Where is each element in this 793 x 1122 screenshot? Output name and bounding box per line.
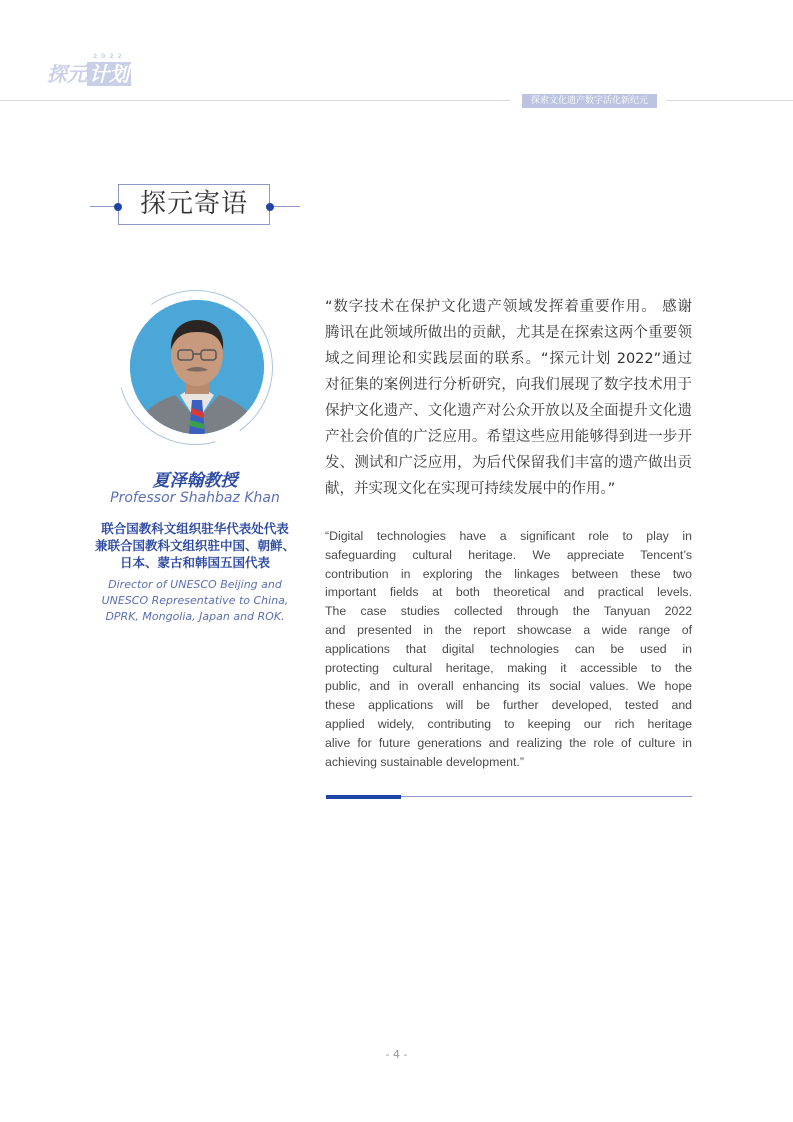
- quote-en-line: public, and in overall enhancing its social values. We hope: [325, 679, 692, 694]
- quote-en-line: “Digital technologies have a significant role to play in: [325, 529, 692, 543]
- role-cn-line: 联合国教科文组织驻华代表处代表: [101, 521, 289, 536]
- quote-en-line: important fields at both theoretical and practical levels.: [325, 585, 692, 600]
- quote-cn-line: 发、测试和广泛应用，为后代保留我们丰富的遗产做出贡: [325, 455, 692, 471]
- quote-cn-line: 产社会价值的广泛应用。希望这些应用能够得到进一步开: [325, 429, 692, 445]
- quote-en-line: safeguarding cultural heritage. We appreciate Tencent’s: [325, 547, 692, 562]
- quote-chinese: [325, 294, 692, 502]
- speaker-name-en: Professor Shahbaz Khan: [110, 490, 280, 506]
- quote-en-line: achieving sustainable development.”: [325, 754, 524, 769]
- quote-cn-line: “数字技术在保护文化遗产领域发挥着重要作用。 感谢: [325, 299, 692, 315]
- speaker-role-en: [80, 577, 310, 625]
- speaker-name-cn: 夏泽翰教授: [152, 471, 238, 491]
- quote-en-line: and presented in the report showcase a wide range of: [325, 622, 692, 637]
- logo-text-part1: 探元: [47, 62, 87, 86]
- quote-end-accent-bar: [326, 795, 401, 799]
- quote-en-line: contribution in exploring the linkages between these two: [325, 566, 692, 581]
- role-en-line: Director of UNESCO Beijing and: [108, 578, 282, 591]
- role-en-line: UNESCO Representative to China,: [101, 594, 289, 607]
- tanyuan-logo: [47, 58, 131, 87]
- header-divider-right: [666, 100, 793, 101]
- logo-text-part2: 计划: [89, 62, 129, 86]
- quote-cn-line: 献，并实现文化在实现可持续发展中的作用。”: [325, 481, 616, 497]
- quote-cn-line: 对征集的案例进行分析研究，向我们展现了数字技术用于: [325, 377, 692, 393]
- role-en-line: DPRK, Mongolia, Japan and ROK.: [105, 610, 285, 623]
- quote-cn-line: 保护文化遗产、文化遗产对公众开放以及全面提升文化遗: [325, 403, 692, 419]
- header-divider-left: [0, 100, 510, 101]
- role-cn-line: 兼联合国教科文组织驻中国、朝鲜、: [94, 538, 295, 553]
- quote-en-line: applied widely, contributing to keeping our rich heritage: [325, 716, 692, 731]
- quote-en-line: these applications will be further developed, tested and: [325, 698, 692, 713]
- quote-en-line: alive for future generations and realizing the role of culture in: [325, 735, 692, 750]
- section-title: 探元寄语: [139, 189, 248, 219]
- quote-en-line: protecting cultural heritage, making it accessible to the: [325, 660, 692, 675]
- quote-cn-line: 域之间理论和实践层面的联系。“探元计划 2022”通过: [325, 351, 692, 367]
- speaker-portrait: [130, 300, 264, 434]
- page-number: - 4 -: [385, 1048, 408, 1061]
- quote-en-line: The case studies collected through the Tanyuan 2022: [325, 604, 692, 619]
- role-cn-line: 日本、蒙古和韩国五国代表: [119, 555, 270, 570]
- person-photo-icon: [130, 300, 264, 434]
- quote-cn-line: 腾讯在此领域所做出的贡献，尤其是在探索这两个重要领: [325, 325, 692, 341]
- quote-en-line: applications that digital technologies can be used in: [325, 641, 692, 656]
- speaker-role-cn: [80, 520, 310, 571]
- title-line-right: [270, 206, 300, 207]
- header-tagline: 探索文化遗产数字活化新纪元: [522, 94, 657, 108]
- quote-english: [325, 527, 692, 771]
- logo-year: 2022: [93, 53, 126, 60]
